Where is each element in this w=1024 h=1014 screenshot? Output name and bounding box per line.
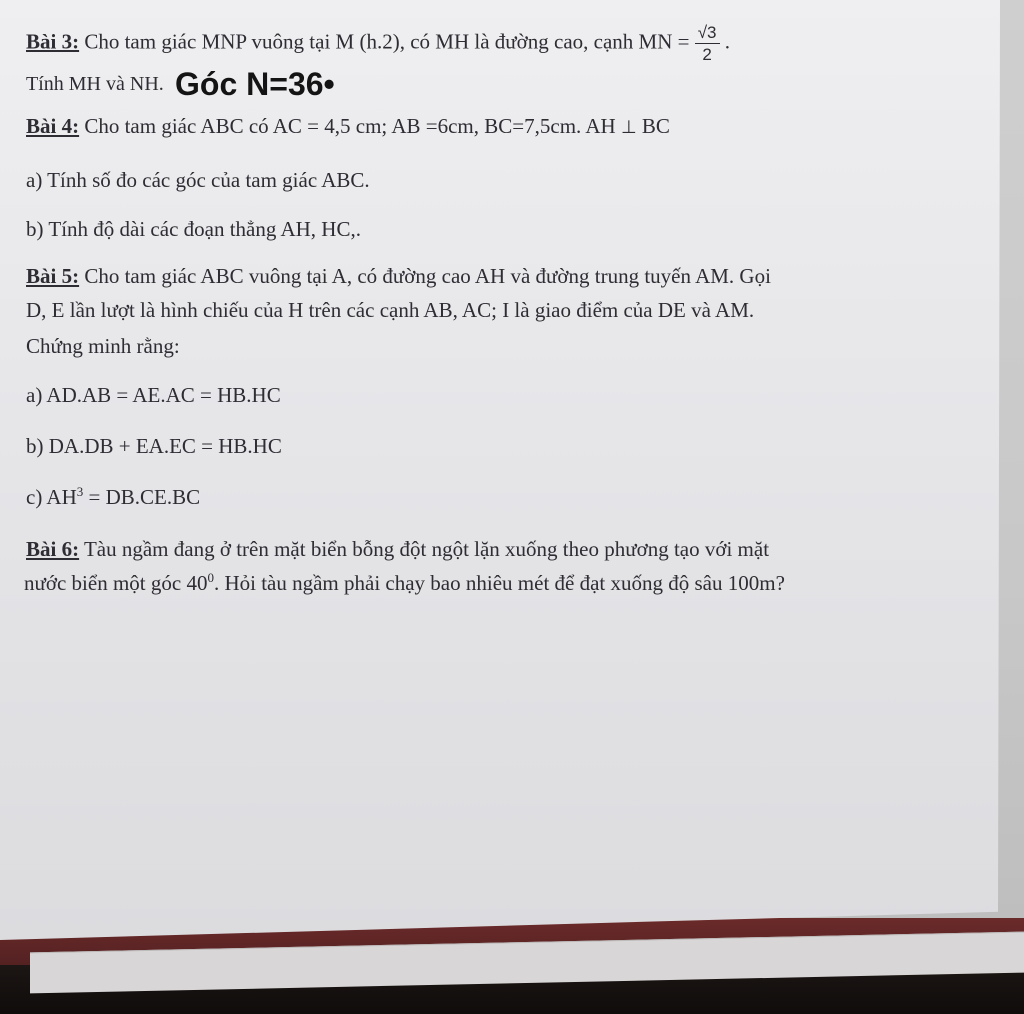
bai4-part-b: b) Tính độ dài các đoạn thẳng AH, HC,. bbox=[26, 217, 361, 241]
degree-exponent: 0 bbox=[207, 570, 214, 585]
perpendicular-symbol: ⊥ bbox=[620, 117, 637, 138]
bai5-line1 bbox=[26, 264, 771, 289]
bai3-line1 bbox=[26, 24, 730, 63]
bai5-line3: Chứng minh rằng: bbox=[26, 334, 180, 358]
bai5-part-c bbox=[26, 484, 200, 510]
bai6-text: Tàu ngầm đang ở trên mặt biển bỗng đột ngột lặn xuống theo phương tạo với mặt bbox=[79, 537, 770, 561]
bai5-c-suffix: = DB.CE.BC bbox=[83, 485, 201, 509]
bai5-label: Bài 5: bbox=[26, 264, 80, 288]
bai3-text: Cho tam giác MNP vuông tại M (h.2), có MH là đường cao, cạnh MN = bbox=[79, 29, 695, 54]
bai4-tail: BC bbox=[636, 114, 670, 138]
bai5-part-a: a) AD.AB = AE.AC = HB.HC bbox=[26, 383, 281, 407]
bai6-line2 bbox=[24, 570, 785, 596]
handwritten-note: Góc N=36• bbox=[175, 66, 335, 102]
bai3-tail: . bbox=[719, 29, 731, 54]
bai5-part-b: b) DA.DB + EA.EC = HB.HC bbox=[26, 434, 282, 458]
fraction-denominator: 2 bbox=[702, 45, 712, 64]
bai6-line2-a: nước biển một góc 40 bbox=[24, 571, 208, 595]
bai4-part-a: a) Tính số đo các góc của tam giác ABC. bbox=[26, 168, 370, 192]
fraction-numerator: √3 bbox=[695, 24, 720, 44]
bai4-text: Cho tam giác ABC có AC = 4,5 cm; AB =6cm, BC=7,5cm. AH bbox=[79, 114, 621, 138]
bai6-line2-b: . Hỏi tàu ngầm phải chạy bao nhiêu mét để đạt xuống độ sâu 100m? bbox=[213, 571, 785, 595]
bai3-line2 bbox=[26, 66, 335, 103]
bai3-label: Bài 3: bbox=[26, 29, 80, 54]
bai4-line1 bbox=[26, 114, 670, 139]
bai5-text: Cho tam giác ABC vuông tại A, có đường cao AH và đường trung tuyến AM. Gọi bbox=[79, 264, 771, 288]
bai6-label: Bài 6: bbox=[26, 537, 80, 561]
bai5-c-prefix: c) AH bbox=[26, 485, 77, 509]
bai5-line2: D, E lần lượt là hình chiếu của H trên các cạnh AB, AC; I là giao điểm của DE và AM. bbox=[26, 298, 755, 322]
bai3-question: Tính MH và NH. bbox=[26, 73, 164, 95]
bai4-label: Bài 4: bbox=[26, 114, 80, 138]
bai6-line1 bbox=[26, 537, 769, 562]
bai5-c-exponent: 3 bbox=[76, 484, 84, 499]
mn-fraction bbox=[695, 24, 720, 63]
